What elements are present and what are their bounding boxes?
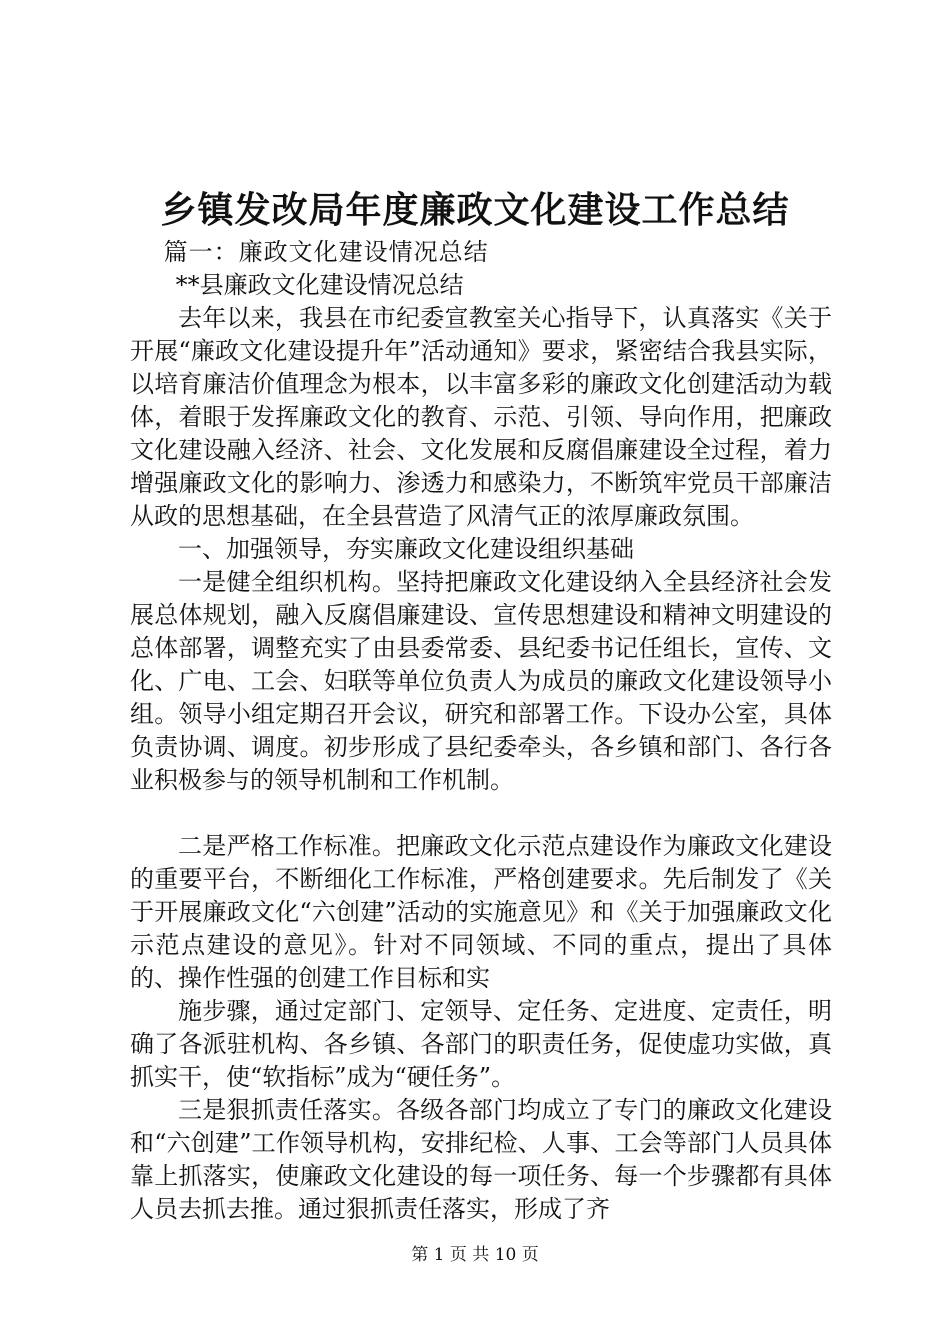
page-number-footer: 第 1 页 共 10 页 (411, 1245, 539, 1265)
document-title: 乡镇发改局年度廉政文化建设工作总结 (160, 189, 790, 231)
paragraph-gap (130, 797, 832, 830)
document-body (130, 236, 832, 1226)
section-heading-1: 一、加强领导，夯实廉政文化建设组织基础 (178, 535, 634, 563)
paragraph-intro: 去年以来，我县在市纪委宣教室关心指导下，认真落实《关于开展“廉政文化建设提升年”活动通知》要求，紧密结合我县实际，以培育廉洁价值理念为根本，以丰富多彩的廉政文化创建活动为载体，着眼于发挥廉政文化的教育、示范、引领、导向作用，把廉政文化建设融入经济、社会、文化发展和反腐倡廉建设全过程，着力增强廉政文化的影响力、渗透力和感染力，不断筑牢党员干部廉洁从政的思想基础，在全县营造了风清气正的浓厚廉政氛围。 (130, 304, 832, 530)
paragraph-standards: 二是严格工作标准。把廉政文化示范点建设作为廉政文化建设的重要平台，不断细化工作标准，严格创建要求。先后制发了《关于开展廉政文化“六创建”活动的实施意见》和《关于加强廉政文化示范点建设的意见》。针对不同领域、不同的重点，提出了具体的、操作性强的创建工作目标和实 (130, 832, 832, 992)
paragraph-responsibility: 三是狠抓责任落实。各级各部门均成立了专门的廉政文化建设和“六创建”工作领导机构，安排纪检、人事、工会等部门人员具体靠上抓落实，使廉政文化建设的每一项任务、每一个步骤都有具体人员去抓去推。通过狠抓责任落实，形成了齐 (130, 1096, 832, 1223)
paragraph-steps: 施步骤，通过定部门、定领导、定任务、定进度、定责任，明确了各派驻机构、各乡镇、各部门的职责任务，促使虚功实做，真抓实干，使“软指标”成为“硬任务”。 (130, 997, 832, 1091)
subtitle-county-summary: **县廉政文化建设情况总结 (175, 271, 464, 299)
subtitle-part-one: 篇一：廉政文化建设情况总结 (163, 238, 489, 266)
paragraph-organization: 一是健全组织机构。坚持把廉政文化建设纳入全县经济社会发展总体规划，融入反腐倡廉建设、宣传思想建设和精神文明建设的总体部署，调整充实了由县委常委、县纪委书记任组长，宣传、文化、广电、工会、妇联等单位负责人为成员的廉政文化建设领导小组。领导小组定期召开会议，研究和部署工作。下设办公室，具体负责协调、调度。初步形成了县纪委牵头，各乡镇和部门、各行各业积极参与的领导机制和工作机制。 (130, 568, 832, 794)
